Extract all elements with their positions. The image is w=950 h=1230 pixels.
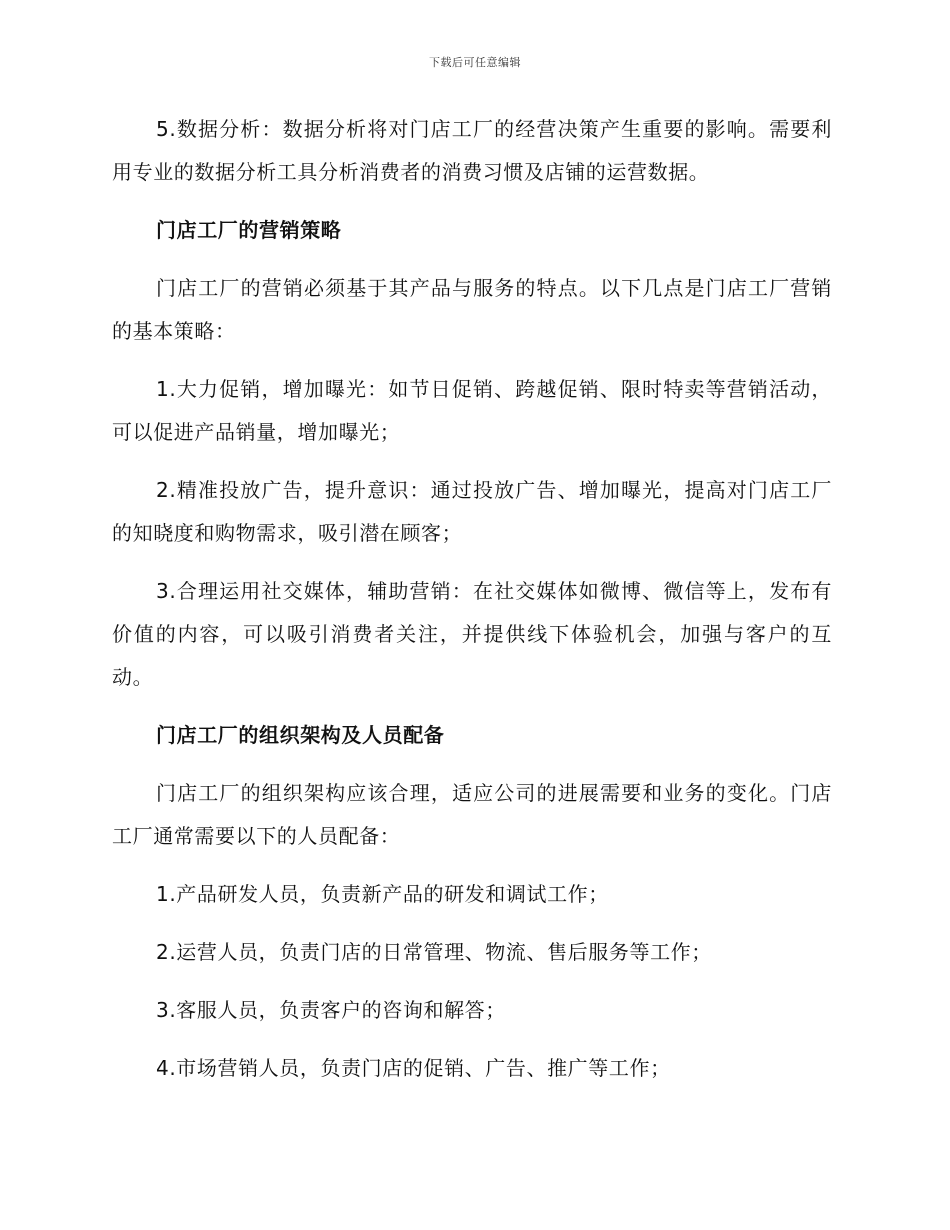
paragraph-data-analysis: 5.数据分析：数据分析将对门店工厂的经营决策产生重要的影响。需要利用专业的数据分析工具分析消费者的消费习惯及店铺的运营数据。 (112, 117, 832, 184)
paragraph-staff-item-1: 1.产品研发人员，负责新产品的研发和调试工作； (156, 882, 609, 906)
paragraph-marketing-item-1: 1.大力促销，增加曝光：如节日促销、跨越促销、限时特卖等营销活动，可以促进产品销量，增加曝光； (112, 377, 832, 444)
page-header: 下载后可任意编辑 (429, 56, 521, 69)
paragraph-organization-intro: 门店工厂的组织架构应该合理，适应公司的进展需要和业务的变化。门店工厂通常需要以下的人员配备： (112, 781, 832, 848)
paragraph-staff-item-3: 3.客服人员，负责客户的咨询和解答； (156, 998, 506, 1022)
section-heading-organization: 门店工厂的组织架构及人员配备 (156, 723, 445, 747)
paragraph-marketing-item-3: 3.合理运用社交媒体，辅助营销：在社交媒体如微博、微信等上，发布有价值的内容，可以吸引消费者关注，并提供线下体验机会，加强与客户的互动。 (112, 579, 832, 689)
paragraph-marketing-item-2: 2.精准投放广告，提升意识：通过投放广告、增加曝光，提高对门店工厂的知晓度和购物需求，吸引潜在顾客； (112, 478, 832, 545)
paragraph-marketing-intro: 门店工厂的营销必须基于其产品与服务的特点。以下几点是门店工厂营销的基本策略： (112, 276, 832, 343)
paragraph-staff-item-2: 2.运营人员，负责门店的日常管理、物流、售后服务等工作； (156, 940, 712, 964)
paragraph-staff-item-4: 4.市场营销人员，负责门店的促销、广告、推广等工作； (156, 1056, 671, 1080)
section-heading-marketing: 门店工厂的营销策略 (156, 218, 342, 242)
document-body (112, 108, 832, 1105)
